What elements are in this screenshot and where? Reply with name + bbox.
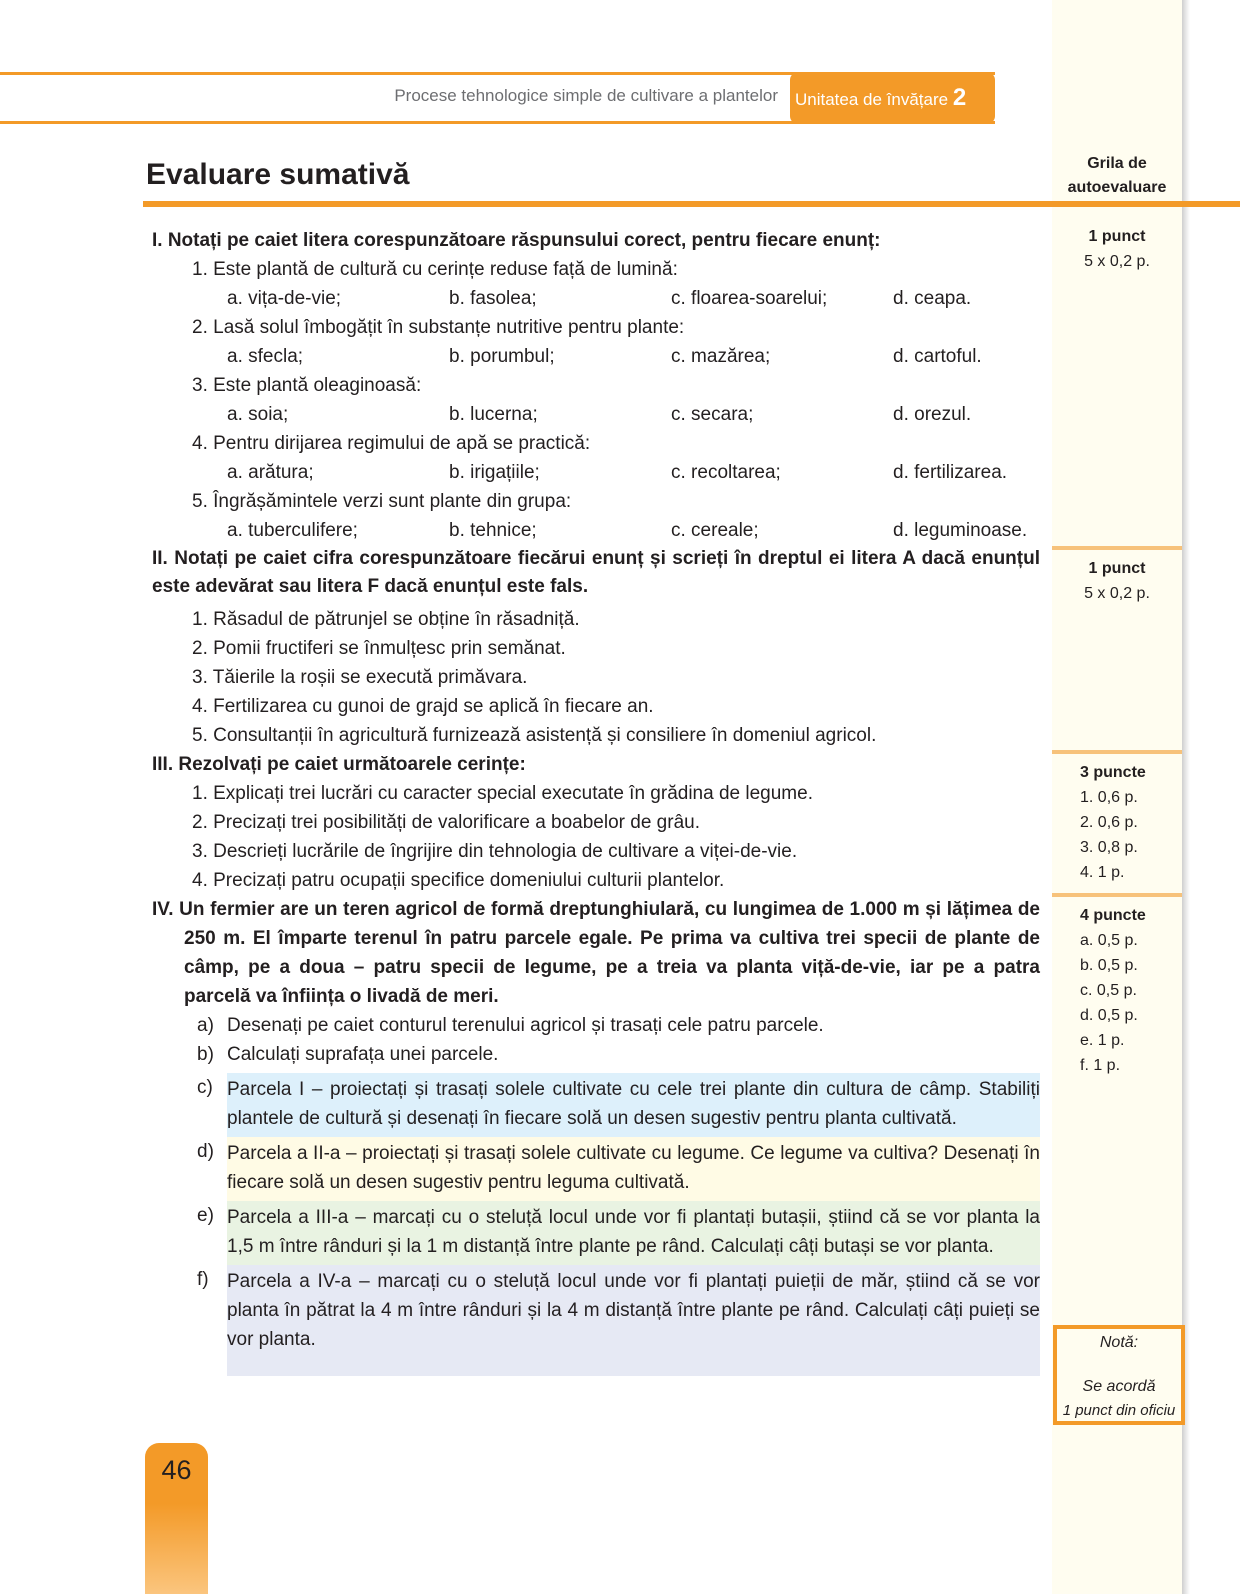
subtask-text: Parcela a IV-a – marcați cu o steluță locul unde vor fi plantați puieții de măr, știind că se vor planta în pătrat la 4 m între rânduri și la 4 m distanță între plante pe rând. Calculați câți puieți se vor planta.: [227, 1265, 1040, 1376]
subtask-a: [152, 1011, 1040, 1040]
question-4: [152, 429, 1040, 487]
section-1-heading: I. Notați pe caiet litera corespunzătoare răspunsului corect, pentru fiecare enunț:: [152, 230, 881, 251]
note-title: Notă:: [1099, 1334, 1139, 1351]
score-detail: 1. 0,6 p.: [1080, 789, 1138, 806]
option-c: c. recoltarea;: [671, 462, 781, 483]
score-section-1: [1052, 224, 1182, 274]
question-text: 3. Este plantă oleaginoasă:: [192, 375, 422, 396]
score-detail: 5 x 0,2 p.: [1084, 585, 1150, 602]
subtask-text: Parcela I – proiectați și trasați solele cultivate cu cele trei plante din cultura de câmp. Stabiliți plantele de cultură și desenați în fiecare solă un desen sugestiv pentru planta cultivată.: [227, 1073, 1040, 1137]
statement: 4. Fertilizarea cu gunoi de grajd se aplică în fiecare an.: [192, 696, 654, 717]
subtask-label: d): [197, 1137, 227, 1201]
section-4: [152, 895, 1040, 1376]
option-c: c. cereale;: [671, 520, 759, 541]
chapter-subject: Procese tehnologice simple de cultivare a plantelor: [394, 86, 778, 105]
option-b: b. tehnice;: [449, 520, 537, 541]
score-divider: [1052, 750, 1182, 754]
option-d: d. orezul.: [893, 404, 972, 425]
sidebar-title-line2: autoevaluare: [1067, 179, 1167, 196]
score-points: 3 puncte: [1080, 764, 1146, 781]
question-text: 1. Este plantă de cultură cu cerințe reduse față de lumină:: [192, 259, 678, 280]
option-d: d. ceapa.: [893, 288, 972, 309]
task: 1. Explicați trei lucrări cu caracter special executate în grădina de legume.: [192, 783, 813, 804]
score-divider: [1052, 546, 1182, 550]
unit-number: 2: [952, 84, 967, 111]
subtask-text: Parcela a II-a – proiectați și trasați solele cultivate cu legume. Ce legume va cultiva? Desenați în fiecare solă un desen sugestiv pentru leguma cultivată.: [227, 1137, 1040, 1201]
option-a: a. sfecla;: [227, 346, 304, 367]
score-detail: a. 0,5 p.: [1080, 932, 1138, 949]
score-points: 4 puncte: [1080, 907, 1146, 924]
question-5: [152, 487, 1040, 545]
section-2: [152, 545, 1040, 750]
statement: 1. Răsadul de pătrunjel se obține în răsadniță.: [192, 609, 580, 630]
answer-options: [152, 284, 1040, 313]
answer-options: [152, 458, 1040, 487]
question-text: 4. Pentru dirijarea regimului de apă se practică:: [192, 433, 591, 454]
section-2-heading: II. Notați pe caiet cifra corespunzătoare fiecărui enunț și scrieți în dreptul ei litera A dacă enunțul este adevărat sau litera F dacă enunțul este fals.: [152, 548, 1040, 597]
score-detail: 2. 0,6 p.: [1080, 814, 1138, 831]
subtask-label: f): [197, 1265, 227, 1376]
option-c: c. mazărea;: [671, 346, 771, 367]
subtask-d: [197, 1137, 1040, 1201]
title-rule: [143, 201, 1240, 207]
score-detail: 5 x 0,2 p.: [1084, 253, 1150, 270]
option-a: a. arătura;: [227, 462, 314, 483]
subtask-text: Calculați suprafața unei parcele.: [227, 1044, 499, 1065]
score-detail: f. 1 p.: [1080, 1057, 1121, 1074]
statement: 2. Pomii fructiferi se înmulțesc prin semănat.: [192, 638, 566, 659]
section-3-heading: III. Rezolvați pe caiet următoarele cerințe:: [152, 754, 526, 775]
question-1: [152, 255, 1040, 313]
score-section-4: [1052, 893, 1182, 1078]
subtask-text: Parcela a III-a – marcați cu o steluță locul unde vor fi plantați butașii, știind că se vor planta la 1,5 m între rânduri și la 1 m distanță între plante pe rând. Calculați câți butași se vor planta.: [227, 1201, 1040, 1265]
subtask-label: e): [197, 1201, 227, 1265]
score-section-2: [1052, 546, 1182, 606]
unit-badge: [790, 72, 995, 124]
score-points: 1 punct: [1088, 560, 1146, 577]
subtask-label: a): [197, 1015, 214, 1036]
unit-label: Unitatea de învățare: [795, 90, 949, 109]
subtask-label: b): [197, 1044, 214, 1065]
note-line2: 1 punct din oficiu: [1062, 1402, 1176, 1419]
note-box: [1053, 1325, 1185, 1425]
option-d: d. cartoful.: [893, 346, 982, 367]
question-2: [152, 313, 1040, 371]
answer-options: [152, 516, 1040, 545]
subtask-text: Desenați pe caiet conturul terenului agricol și trasați cele patru parcele.: [227, 1015, 824, 1036]
option-c: c. floarea-soarelui;: [671, 288, 828, 309]
section-3: [152, 750, 1040, 895]
option-d: d. leguminoase.: [893, 520, 1028, 541]
sidebar-title: [1052, 152, 1182, 200]
option-c: c. secara;: [671, 404, 754, 425]
option-d: d. fertilizarea.: [893, 462, 1008, 483]
option-b: b. irigațiile;: [449, 462, 540, 483]
page-number: 46: [161, 1455, 192, 1485]
option-b: b. porumbul;: [449, 346, 555, 367]
option-a: a. soia;: [227, 404, 289, 425]
sidebar-title-line1: Grila de: [1087, 155, 1147, 172]
option-a: a. vița-de-vie;: [227, 288, 342, 309]
score-detail: e. 1 p.: [1080, 1032, 1125, 1049]
score-detail: 3. 0,8 p.: [1080, 839, 1138, 856]
score-section-3: [1052, 750, 1182, 885]
task: 4. Precizați patru ocupații specifice domeniului culturii plantelor.: [192, 870, 725, 891]
score-divider: [1052, 893, 1182, 897]
subtask-b: [152, 1040, 1040, 1069]
statement: 5. Consultanții în agricultură furnizează asistență și consiliere în domeniul agricol.: [192, 725, 877, 746]
exam-content: [152, 226, 1040, 1376]
question-3: [152, 371, 1040, 429]
question-text: 2. Lasă solul îmbogățit în substanțe nutritive pentru plante:: [192, 317, 685, 338]
answer-options: [152, 342, 1040, 371]
subtask-e: [197, 1201, 1040, 1265]
section-4-heading: IV. Un fermier are un teren agricol de formă dreptunghiulară, cu lungimea de 1.000 m și lățimea de 250 m. El împarte terenul în patru parcele egale. Pe prima va cultiva trei specii de plante de câmp, pe a doua – patru specii de legume, pe a treia va planta viță-de-vie, iar pe a patra parcelă va înființa o livadă de meri.: [152, 899, 1040, 1007]
subtask-label: c): [197, 1073, 227, 1137]
score-detail: 4. 1 p.: [1080, 864, 1125, 881]
task: 3. Descrieți lucrările de îngrijire din tehnologia de cultivare a viței-de-vie.: [192, 841, 798, 862]
task: 2. Precizați trei posibilități de valorificare a boabelor de grâu.: [192, 812, 700, 833]
option-b: b. fasolea;: [449, 288, 537, 309]
section-1: [152, 226, 1040, 545]
question-text: 5. Îngrășămintele verzi sunt plante din grupa:: [192, 491, 572, 512]
score-detail: c. 0,5 p.: [1080, 982, 1137, 999]
score-points: 1 punct: [1088, 228, 1146, 245]
option-a: a. tuberculifere;: [227, 520, 358, 541]
statement: 3. Tăierile la roșii se execută primăvara.: [192, 667, 528, 688]
score-detail: b. 0,5 p.: [1080, 957, 1138, 974]
score-detail: d. 0,5 p.: [1080, 1007, 1138, 1024]
subtask-f: [197, 1265, 1040, 1376]
page-number-tab: [145, 1443, 208, 1594]
option-b: b. lucerna;: [449, 404, 538, 425]
answer-options: [152, 400, 1040, 429]
note-line1: Se acordă: [1082, 1378, 1156, 1395]
subtask-c: [197, 1073, 1040, 1137]
page-title: Evaluare sumativă: [146, 158, 410, 191]
